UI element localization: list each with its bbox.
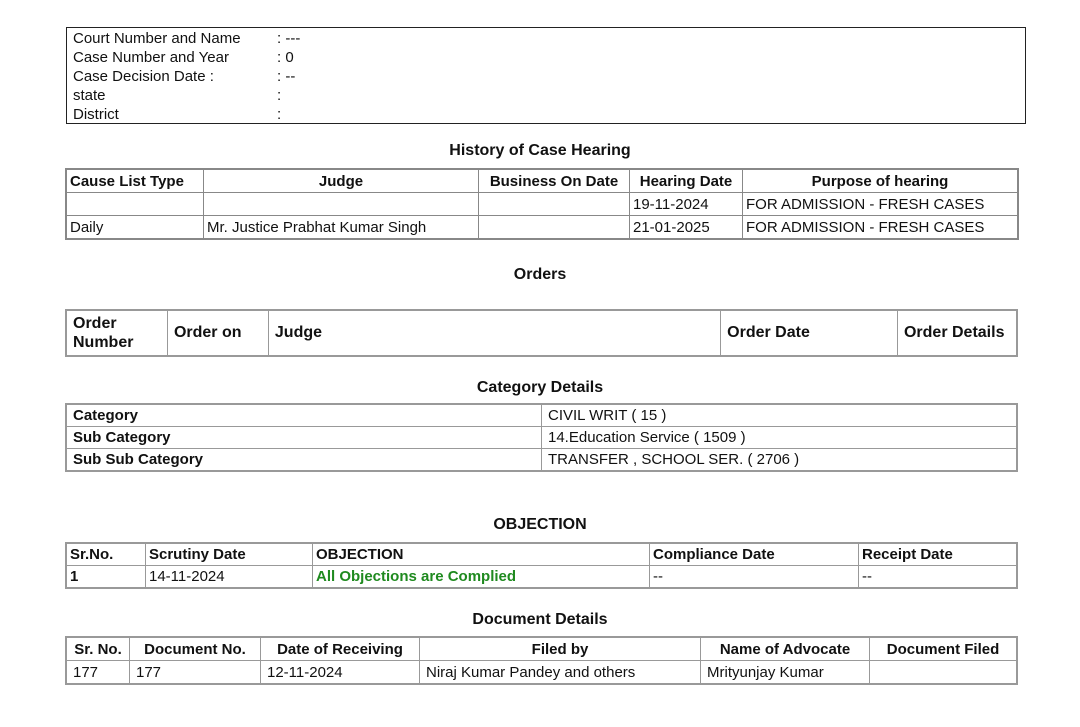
case-number-label: Case Number and Year: [73, 49, 229, 66]
col-objection: OBJECTION: [313, 543, 650, 566]
category-title: Category Details: [476, 379, 604, 396]
col-compliance-date: Compliance Date: [650, 543, 859, 566]
objection-header-row: [66, 543, 1017, 566]
history-title: History of Case Hearing: [449, 142, 631, 159]
table-row: [66, 427, 1017, 449]
cell-document-filed: [870, 661, 1018, 685]
col-order-judge: Judge: [268, 310, 720, 356]
col-judge: Judge: [204, 169, 479, 193]
category-value: CIVIL WRIT ( 15 ): [542, 404, 1018, 427]
cell-cause-list-type: Daily: [66, 216, 204, 240]
col-scrutiny-date: Scrutiny Date: [146, 543, 313, 566]
cell-document-no: 177: [130, 661, 261, 685]
decision-date-label: Case Decision Date :: [73, 68, 214, 85]
cell-scrutiny-date: 14-11-2024: [146, 566, 313, 589]
documents-title: Document Details: [472, 611, 608, 628]
orders-table: [65, 309, 1018, 357]
table-row: [66, 566, 1017, 589]
cell-purpose: FOR ADMISSION - FRESH CASES: [743, 216, 1019, 240]
col-order-date: Order Date: [721, 310, 898, 356]
cell-compliance-date: --: [650, 566, 859, 589]
col-purpose: Purpose of hearing: [743, 169, 1019, 193]
objection-table: [65, 542, 1018, 589]
case-info-box: [66, 27, 1026, 124]
history-table: [65, 168, 1019, 240]
col-order-on: Order on: [167, 310, 268, 356]
col-sr-no: Sr.No.: [66, 543, 146, 566]
documents-header-row: [66, 637, 1017, 661]
decision-date-value: : --: [277, 68, 296, 85]
cell-doc-sr-no: 177: [66, 661, 130, 685]
col-filed-by: Filed by: [420, 637, 701, 661]
objection-title: OBJECTION: [493, 516, 587, 533]
cell-judge: Mr. Justice Prabhat Kumar Singh: [204, 216, 479, 240]
col-document-filed: Document Filed: [870, 637, 1018, 661]
col-hearing-date: Hearing Date: [630, 169, 743, 193]
objection-status: All Objections are Complied: [313, 566, 650, 589]
col-date-of-receiving: Date of Receiving: [261, 637, 420, 661]
history-header-row: [66, 169, 1018, 193]
cell-date-of-receiving: 12-11-2024: [261, 661, 420, 685]
col-receipt-date: Receipt Date: [859, 543, 1018, 566]
state-value: :: [277, 87, 282, 104]
district-label: District: [73, 106, 119, 123]
court-label: Court Number and Name: [73, 30, 241, 47]
cell-filed-by: Niraj Kumar Pandey and others: [420, 661, 701, 685]
cell-purpose: FOR ADMISSION - FRESH CASES: [743, 193, 1019, 216]
cell-receipt-date: --: [859, 566, 1018, 589]
table-row: [66, 449, 1017, 472]
cell-business-date: [479, 216, 630, 240]
court-value: : ---: [277, 30, 301, 47]
col-document-no: Document No.: [130, 637, 261, 661]
table-row: [66, 404, 1017, 427]
state-label: state: [73, 87, 106, 104]
col-advocate: Name of Advocate: [701, 637, 870, 661]
orders-header-row: [66, 310, 1017, 356]
orders-title: Orders: [513, 266, 567, 283]
documents-table: [65, 636, 1018, 685]
table-row: [66, 193, 1018, 216]
district-value: :: [277, 106, 282, 123]
col-doc-sr-no: Sr. No.: [66, 637, 130, 661]
col-cause-list-type: Cause List Type: [66, 169, 204, 193]
sub-category-label: Sub Category: [66, 427, 542, 449]
category-label: Category: [66, 404, 542, 427]
case-number-value: : 0: [277, 49, 294, 66]
sub-category-value: 14.Education Service ( 1509 ): [542, 427, 1018, 449]
sub-sub-category-value: TRANSFER , SCHOOL SER. ( 2706 ): [542, 449, 1018, 472]
table-row: [66, 661, 1017, 685]
cell-advocate: Mrityunjay Kumar: [701, 661, 870, 685]
cell-cause-list-type: [66, 193, 204, 216]
cell-judge: [204, 193, 479, 216]
col-business-on-date: Business On Date: [479, 169, 630, 193]
cell-hearing-date: 19-11-2024: [630, 193, 743, 216]
table-row: [66, 216, 1018, 240]
cell-sr-no: 1: [66, 566, 146, 589]
cell-business-date: [479, 193, 630, 216]
cell-hearing-date: 21-01-2025: [630, 216, 743, 240]
col-order-number: Order Number: [66, 310, 167, 356]
col-order-details: Order Details: [897, 310, 1017, 356]
category-table: [65, 403, 1018, 472]
sub-sub-category-label: Sub Sub Category: [66, 449, 542, 472]
